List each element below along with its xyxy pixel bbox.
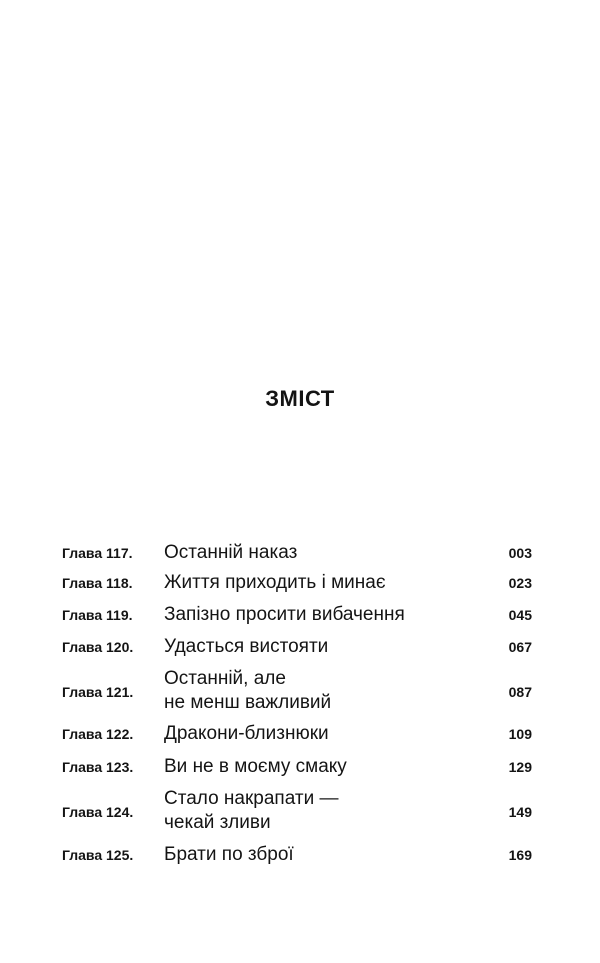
chapter-page-number: 169 <box>508 847 532 863</box>
chapter-title-line: Стало накрапати — <box>164 788 339 809</box>
chapter-number: Глава 117. <box>62 545 133 561</box>
chapter-page-number: 109 <box>508 726 532 742</box>
chapter-number: Глава 124. <box>62 804 134 820</box>
chapter-title-line: не менш важливий <box>164 692 332 713</box>
chapter-title <box>164 667 331 715</box>
chapter-title-line: чекай зливи <box>164 812 271 833</box>
chapter-page-number: 087 <box>508 684 532 700</box>
chapter-page-number: 003 <box>508 545 532 561</box>
chapter-title <box>164 722 329 746</box>
chapter-page-number: 023 <box>508 575 532 591</box>
chapter-title-line: Запізно просити вибачення <box>164 604 405 625</box>
chapter-title <box>164 787 338 835</box>
chapter-page-number: 045 <box>508 607 532 623</box>
chapter-title-line: Останній наказ <box>164 542 298 563</box>
chapter-page-number: 149 <box>508 804 532 820</box>
chapter-number: Глава 121. <box>62 684 134 700</box>
chapter-title <box>164 755 347 779</box>
chapter-title-line: Останній, але <box>164 668 286 689</box>
chapter-number: Глава 123. <box>62 759 134 775</box>
chapter-number: Глава 118. <box>62 575 133 591</box>
page-title: ЗМІСТ <box>265 386 335 411</box>
chapter-page-number: 067 <box>508 639 532 655</box>
chapter-title <box>164 635 328 659</box>
chapter-title-line: Ви не в моєму смаку <box>164 756 347 777</box>
chapter-title <box>164 571 386 595</box>
chapter-title-line: Удасться вистояти <box>164 636 329 657</box>
chapter-number: Глава 120. <box>62 639 134 655</box>
chapter-title <box>164 603 405 627</box>
chapter-page-number: 129 <box>508 759 532 775</box>
chapter-title <box>164 541 297 565</box>
chapter-number: Глава 119. <box>62 607 133 623</box>
chapter-number: Глава 125. <box>62 847 134 863</box>
chapter-title <box>164 843 294 867</box>
chapter-title-line: Дракони-близнюки <box>164 723 329 744</box>
chapter-number: Глава 122. <box>62 726 134 742</box>
chapter-title-line: Життя приходить і минає <box>164 572 386 593</box>
chapter-title-line: Брати по зброї <box>164 844 294 865</box>
